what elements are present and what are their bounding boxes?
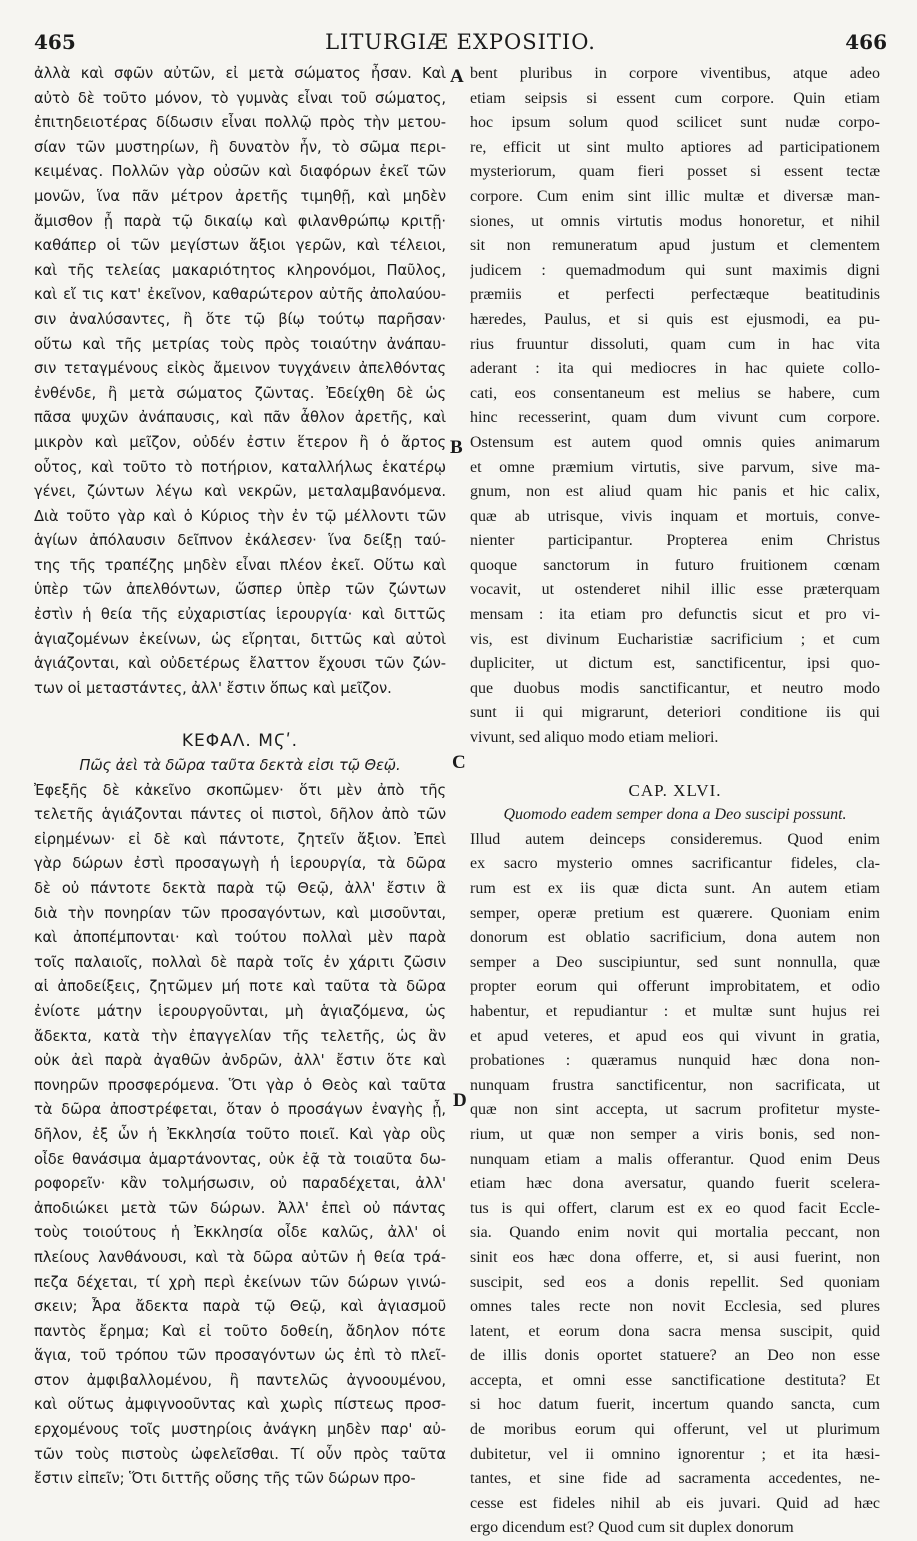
latin-chapter-title: CAP. XLVI. bbox=[628, 780, 722, 800]
running-title: LITURGIÆ EXPOSITIO. bbox=[325, 30, 596, 54]
latin-text-line: sinit eos hæc dona offerre, et, si ausi fuerint, non bbox=[470, 1248, 880, 1266]
latin-text-line: si hoc datum fuerit, incertum quando sancta, cum bbox=[470, 1396, 880, 1414]
margin-marker-b: B bbox=[450, 437, 463, 458]
latin-text-line: donorum est oblatio sacrificium, dona autem non bbox=[470, 929, 880, 947]
latin-text-line: et omne præmium virtutis, sive parvum, sive ma- bbox=[470, 458, 880, 476]
latin-text-line: aderant : ita qui mediocres in hac quiete collo- bbox=[470, 360, 880, 378]
latin-text-line: hæredes, Paulus, et si quis est ejusmodi, ea pu- bbox=[470, 310, 880, 328]
latin-text-line: dupliciter, ut dictum est, sanctificentur, ipsi quo- bbox=[470, 655, 880, 673]
latin-text-line: cesse est fideles nihil ab eis juvari. Quid ad hæc bbox=[470, 1494, 880, 1512]
greek-text-line: ὑπὲρ τῶν ἀπελθόντων, ὥσπερ ὑπὲρ τῶν ζώντων bbox=[34, 581, 446, 599]
greek-text-line: πεζα δέχεται, τί χρὴ περὶ ἐκείνων τῶν δώρων γινώ- bbox=[34, 1273, 446, 1291]
greek-text-line: τελετῆς ἁγιάζονται πάντες οἱ πιστοὶ, δῆλον ἀπὸ τῶν bbox=[34, 806, 446, 824]
latin-text-line: corpore. Cum enim sint illic multæ et diversæ man- bbox=[470, 187, 880, 205]
greek-text-line: εἰρημένων· εἰ δὲ καὶ πάντοτε, ζητεῖν ἄξιον. Ἐπεὶ bbox=[34, 830, 446, 848]
latin-text-line: ergo dicendum est? Quod cum sit duplex donorum bbox=[470, 1519, 794, 1537]
latin-text-line: præmiis et perfecti perfectæque beatitudinis bbox=[470, 286, 880, 304]
latin-text-line: nienter participantur. Propterea enim Christus bbox=[470, 532, 880, 550]
page-number-left: 465 bbox=[34, 30, 76, 54]
latin-paragraph-top bbox=[470, 62, 880, 751]
latin-text-line: omnes tales recte non novit Ecclesia, sed plures bbox=[470, 1298, 880, 1316]
latin-text-line: rius fruuntur dissoluti, quam cum in hac vita bbox=[470, 335, 880, 353]
greek-column bbox=[34, 62, 446, 1492]
greek-text-line: ἔστιν εἰπεῖν; Ὅτι διττῆς οὔσης τῆς τῶν δώρων προ- bbox=[34, 1470, 416, 1488]
latin-text-line: rum est ex iis quæ dicta sunt. An autem etiam bbox=[470, 880, 880, 897]
greek-text-line: οὗτος, καὶ τοῦτο τὸ ποτήριον, καταλλήλως ἑκατέρῳ bbox=[34, 458, 446, 476]
margin-marker-a: A bbox=[450, 66, 464, 87]
greek-text-line: Διὰ τοῦτο γὰρ καὶ ὁ Κύριος τὴν ἐν τῷ μέλλοντι τῶν bbox=[34, 507, 446, 525]
greek-text-line: ἐνίοτε μάτην ἱερουργοῦνται, μὴ ἁγιαζόμενα, ὡς bbox=[34, 1002, 446, 1020]
greek-text-line: ἄμισθον ᾖ παρὰ τῷ δικαίῳ καὶ φιλανθρώπῳ κριτῇ· bbox=[34, 212, 446, 230]
greek-text-line: καθάπερ οἱ τῶν μεγίστων ἄξιοι γερῶν, καὶ τέλειοι, bbox=[34, 237, 446, 255]
latin-text-line: semper a Deo suscipiuntur, sed sunt nonnulla, quæ bbox=[470, 953, 880, 971]
latin-text-line: mysteriorum, quam fieri posset si essent tectæ bbox=[470, 163, 880, 181]
latin-text-line: ex sacro mysterio omnes sacrificantur fideles, cla- bbox=[470, 855, 880, 873]
latin-text-line: propter eorum qui offerunt improbitatem, et odio bbox=[470, 978, 880, 996]
greek-text-line: ἐστὶν ἡ θεία τῆς εὐχαριστίας ἱερουργία· καὶ διττῶς bbox=[34, 606, 446, 624]
greek-text-line: παντὸς ἔρημα; Καὶ εἰ τοῦτο δοθείη, ἄδηλον πότε bbox=[34, 1322, 446, 1340]
greek-text-line: τοὺς τοιούτους ἡ Ἐκκλησία οἶδε καλῶς, ἀλλ' οἱ bbox=[34, 1224, 446, 1242]
latin-text-line: hoc ipsum solum quod scilicet sunt nudæ corpo- bbox=[470, 114, 880, 132]
latin-text-line: accepta, et omni esse sanctificatione destituta? Et bbox=[470, 1371, 880, 1389]
latin-text-line: quoque sanctorum in futuro fruitionem cœnam bbox=[470, 556, 880, 574]
latin-text-line: suscipit, sed eos a donis repellit. Sed quoniam bbox=[470, 1273, 880, 1291]
greek-text-line: καὶ ἀποπέμπονται· καὶ τούτου πολλαὶ μὲν παρὰ bbox=[34, 929, 446, 947]
greek-text-line: κειμένας. Πολλῶν γὰρ οὐσῶν καὶ διαφόρων ἐκεῖ τῶν bbox=[34, 163, 446, 181]
latin-text-line: de illis donis oportet statuere? an Deo non esse bbox=[470, 1347, 880, 1365]
latin-text-line: tus is qui offert, clarum est ex eo quod facit Eccle- bbox=[470, 1199, 880, 1217]
latin-text-line: Ostensum est autem quod omnis quies animarum bbox=[470, 433, 880, 451]
latin-text-line: latent, et eorum dona sacra mensa suscipit, quid bbox=[470, 1322, 880, 1340]
latin-text-line: judicem : quemadmodum qui sunt maximis digni bbox=[470, 261, 880, 279]
latin-text-line: quæ non sint accepta, ut sacrum profitetur myste- bbox=[470, 1101, 880, 1119]
greek-text-line: πᾶσα ψυχῶν ἀνάπαυσις, καὶ πᾶν ἆθλον ἀρετῆς, καὶ bbox=[34, 409, 446, 427]
greek-text-line: τοῖς παλαιοῖς, πολλαὶ δὲ παρὰ τοῖς ἐν χάριτι ζῶσιν bbox=[34, 953, 446, 971]
greek-text-line: δὲ οὐ πάντοτε δεκτὰ παρὰ τῷ Θεῷ, ἀλλ' ἔστιν ἃ bbox=[34, 880, 446, 897]
latin-text-line: nunquam etiam a malis offerantur. Quod enim Deus bbox=[470, 1150, 880, 1168]
latin-text-line: nunquam frustra sanctificentur, non sacrificata, ut bbox=[470, 1076, 880, 1094]
page-number-right: 466 bbox=[845, 30, 887, 54]
greek-paragraph-bottom bbox=[34, 779, 446, 1492]
latin-text-line: vis, est divinum Eucharistiæ sacrificium ; et cum bbox=[470, 630, 880, 648]
latin-text-line: etiam hæc dona aversatur, quando fuerit scelera- bbox=[470, 1175, 880, 1193]
greek-paragraph-top bbox=[34, 62, 446, 701]
greek-text-line: πονηρῶν προσφερόμενα. Ὅτι γὰρ ὁ Θεὸς καὶ ταῦτα bbox=[34, 1076, 446, 1094]
latin-text-line: habentur, et repudiantur : et multæ sunt hujus rei bbox=[470, 1002, 880, 1020]
latin-text-line: rium, ut quæ non semper a viris bonis, sed non- bbox=[470, 1125, 880, 1143]
latin-text-line: mensam : ita etiam pro defunctis sicut et pro vi- bbox=[470, 606, 880, 624]
greek-text-line: καὶ εἴ τις κατ' ἐκεῖνον, καθαρώτερον αὐτῆς ἀπολαύου- bbox=[34, 286, 446, 304]
greek-text-line: μικρὸν καὶ μεῖζον, οὐδέν ἐστιν ἕτερον ἢ ὁ ἄρτος bbox=[34, 433, 446, 451]
latin-text-line: hinc recesserint, quam dum vivunt cum corpore. bbox=[470, 409, 880, 427]
greek-text-line: της τῆς τραπέζης μηδὲν εἶναι πλέον ἐκεῖ. Οὕτω καὶ bbox=[34, 556, 446, 574]
greek-text-line: γένει, ζώντων λέγω καὶ νεκρῶν, μεταλαμβανόμενα. bbox=[34, 483, 446, 501]
latin-paragraph-bottom bbox=[470, 828, 880, 1541]
greek-text-line: διὰ τὴν πονηρίαν τῶν προσαγόντων, καὶ μισοῦνται, bbox=[34, 904, 446, 922]
latin-text-line: vivunt, sed aliquo modo etiam meliori. bbox=[470, 729, 719, 747]
greek-text-line: στον ἀμφιβαλλομένου, ἢ παντελῶς ἀγνοουμένου, bbox=[34, 1371, 446, 1389]
greek-text-line: ἄδεκτα, κατὰ τὴν ἐπαγγελίαν τῆς τελετῆς, ὡς ἂν bbox=[34, 1027, 446, 1045]
latin-text-line: que duobus modis sanctificantur, et neutro modo bbox=[470, 679, 880, 697]
greek-text-line: καὶ οὕτως ἀμφιγνοοῦντας καὶ χωρὶς πίστεως προσ- bbox=[34, 1396, 446, 1414]
latin-text-line: sit non remuneratum apud justum et clementem bbox=[470, 237, 880, 255]
greek-text-line: γὰρ δώρων ἐστὶ προσαγωγὴ ἡ ἱερουργία, τὰ δῶρα bbox=[34, 855, 446, 873]
latin-chapter-subtitle: Quomodo eadem semper dona a Deo suscipi possunt. bbox=[503, 806, 847, 824]
greek-text-line: ροφορεῖν· κἂν τολμήσωσιν, οὐ παραδέχεται, ἀλλ' bbox=[34, 1175, 446, 1193]
greek-text-line: μονῶν, ἵνα πᾶν μέτρον ἀρετῆς τιμηθῇ, καὶ μηδὲν bbox=[34, 187, 446, 205]
latin-text-line: vocavit, ut ostenderet nihil illic esse præterquam bbox=[470, 581, 880, 599]
latin-text-line: bent pluribus in corpore viventibus, atque adeo bbox=[470, 65, 880, 82]
greek-text-line: ἁγίων ἀπόλαυσιν δεῖπνον ἐκάλεσεν· ἵνα δείξῃ ταύ- bbox=[34, 532, 446, 550]
greek-text-line: πλείους λανθάνουσι, καὶ τὰ δῶρα αὐτῶν ἡ θεία τρά- bbox=[34, 1248, 446, 1266]
greek-text-line: αἱ ἀποδείξεις, ζητῶμεν μή ποτε καὶ ταῦτα τὰ δῶρα bbox=[34, 978, 446, 996]
greek-text-line: ἐπιτηδειοτέρας δίδωσιν εἶναι πολλῷ πρὸς τὴν μετου- bbox=[34, 114, 446, 132]
latin-text-line: semper, operæ pretium est quærere. Quoniam enim bbox=[470, 904, 880, 922]
greek-text-line: καὶ τῆς τελείας μακαριότητος κληρονόμοι, Παῦλος, bbox=[34, 261, 446, 279]
greek-text-line: οὐκ ἀεὶ παρὰ ἀγαθῶν ἀνδρῶν, ἀλλ' ἔστιν ὅτε καὶ bbox=[34, 1052, 446, 1070]
greek-text-line: ἀποδιώκει μετὰ τῶν δώρων. Ἀλλ' ἐπεὶ οὐ πάντας bbox=[34, 1199, 446, 1217]
greek-text-line: ἀλλὰ καὶ σφῶν αὐτῶν, εἰ μετὰ σώματος ἦσαν. Καὶ bbox=[34, 65, 446, 82]
greek-text-line: ἁγιάζονται, καὶ οὐδετέρως ἔλαττον ἔχουσι τῶν ζών- bbox=[34, 655, 446, 673]
greek-text-line: σιν ἀναλύσαντες, ἢ ὅτε τῷ βίῳ τούτῳ παρῆσαν· bbox=[34, 310, 446, 328]
latin-text-line: sunt ii qui migrarunt, deteriori conditione iis qui bbox=[470, 704, 880, 722]
latin-text-line: cati, eos consentaneum est melius se habere, cum bbox=[470, 384, 880, 402]
running-header bbox=[34, 30, 887, 60]
latin-text-line: sia. Quando enim novit qui mortalia peccant, non bbox=[470, 1224, 880, 1242]
latin-text-line: siones, ut omnis virtutis modus honoretur, et nihil bbox=[470, 212, 880, 230]
margin-marker-d: D bbox=[453, 1090, 467, 1111]
greek-text-line: ερχομένους τοῖς μυστηρίοις ἀνάγκη μηδὲν παρ' αὐ- bbox=[34, 1421, 446, 1439]
greek-text-line: σιν τεταγμένους εἰκὸς ἄμεινον τυγχάνειν ἀπελθόντας bbox=[34, 360, 446, 378]
greek-text-line: σίαν τῶν μυστηρίων, ἢ δυνατὸν ἦν, τὸ σῶμα περι- bbox=[34, 138, 446, 156]
greek-text-line: τὰ δῶρα ἀποστρέφεται, ὅταν ὁ προσάγων ἐναγὴς ᾖ, bbox=[34, 1101, 446, 1119]
latin-text-line: quæ ab utrisque, vivis inquam et mortuis, conve- bbox=[470, 507, 880, 525]
greek-text-line: οἶδε θανάσιμα ἁμαρτάνοντας, οὐκ ἐᾷ τὰ τοιαῦτα δω- bbox=[34, 1150, 446, 1168]
latin-column bbox=[470, 62, 880, 1541]
greek-text-line: των οἱ μεταστάντες, ἀλλ' ἔστιν ὅπως καὶ μεῖζον. bbox=[34, 679, 392, 697]
latin-text-line: dubitetur, vel ii omnino ignorentur ; et ita hæsi- bbox=[470, 1445, 880, 1463]
greek-text-line: σκειν; Ἆρα ἄδεκτα παρὰ τῷ Θεῷ, καὶ ἁγιασμοῦ bbox=[34, 1298, 446, 1316]
latin-text-line: etiam seipsis si essent cum corpore. Quin etiam bbox=[470, 89, 880, 107]
latin-text-line: re, efficit ut sint multo aptiores ad participationem bbox=[470, 138, 880, 156]
greek-chapter-title: ΚΕΦΑΛ. ΜϚʹ. bbox=[181, 731, 299, 752]
margin-marker-c: C bbox=[452, 752, 466, 773]
greek-text-line: ἐνθένδε, ἢ μετὰ σώματος ζῶντας. Ἐδείχθη δὲ ὡς bbox=[34, 384, 446, 402]
greek-text-line: αὐτὸ δὲ τοῦτο μόνον, τὸ γυμνὰς εἶναι τοῦ σώματος, bbox=[34, 89, 446, 107]
latin-text-line: gnum, non est aliud quam hic panis et hic calix, bbox=[470, 483, 880, 501]
latin-text-line: probationes : quæramus nunquid hæc dona non- bbox=[470, 1052, 880, 1070]
latin-text-line: de moribus eorum qui offerunt, vel ut plurimum bbox=[470, 1421, 880, 1439]
greek-text-line: Ἐφεξῆς δὲ κἀκεῖνο σκοπῶμεν· ὅτι μὲν ἀπὸ τῆς bbox=[34, 781, 446, 799]
greek-text-line: τῶν τοὺς πιστοὺς ὠφελεῖσθαι. Τί οὖν πρὸς ταῦτα bbox=[34, 1445, 446, 1463]
latin-text-line: et apud veteres, et apud eos qui vivunt in gratia, bbox=[470, 1027, 880, 1045]
greek-text-line: δῆλον, ἐξ ὧν ἡ Ἐκκλησία τοῦτο ποιεῖ. Καὶ γὰρ οὓς bbox=[34, 1125, 446, 1143]
greek-text-line: ἅγια, τοῦ τρόπου τῶν προσαγόντων ὡς ἐπὶ τὸ πλεῖ- bbox=[34, 1347, 446, 1365]
greek-chapter-subtitle: Πῶς ἀεὶ τὰ δῶρα ταῦτα δεκτὰ εἰσι τῷ Θεῷ. bbox=[79, 757, 401, 775]
latin-text-line: tantes, et sine fide ad sacramenta accedentes, ne- bbox=[470, 1470, 880, 1488]
greek-text-line: ἁγιαζομένων ἐκείνων, ὡς εἴρηται, διττῶς καὶ αὐτοὶ bbox=[34, 630, 446, 648]
greek-text-line: οὕτω καὶ τῆς μετρίας τοὺς πρὸς τοιαύτην ἀνάπαυ- bbox=[34, 335, 446, 353]
latin-text-line: Illud autem deinceps consideremus. Quod enim bbox=[470, 830, 880, 848]
